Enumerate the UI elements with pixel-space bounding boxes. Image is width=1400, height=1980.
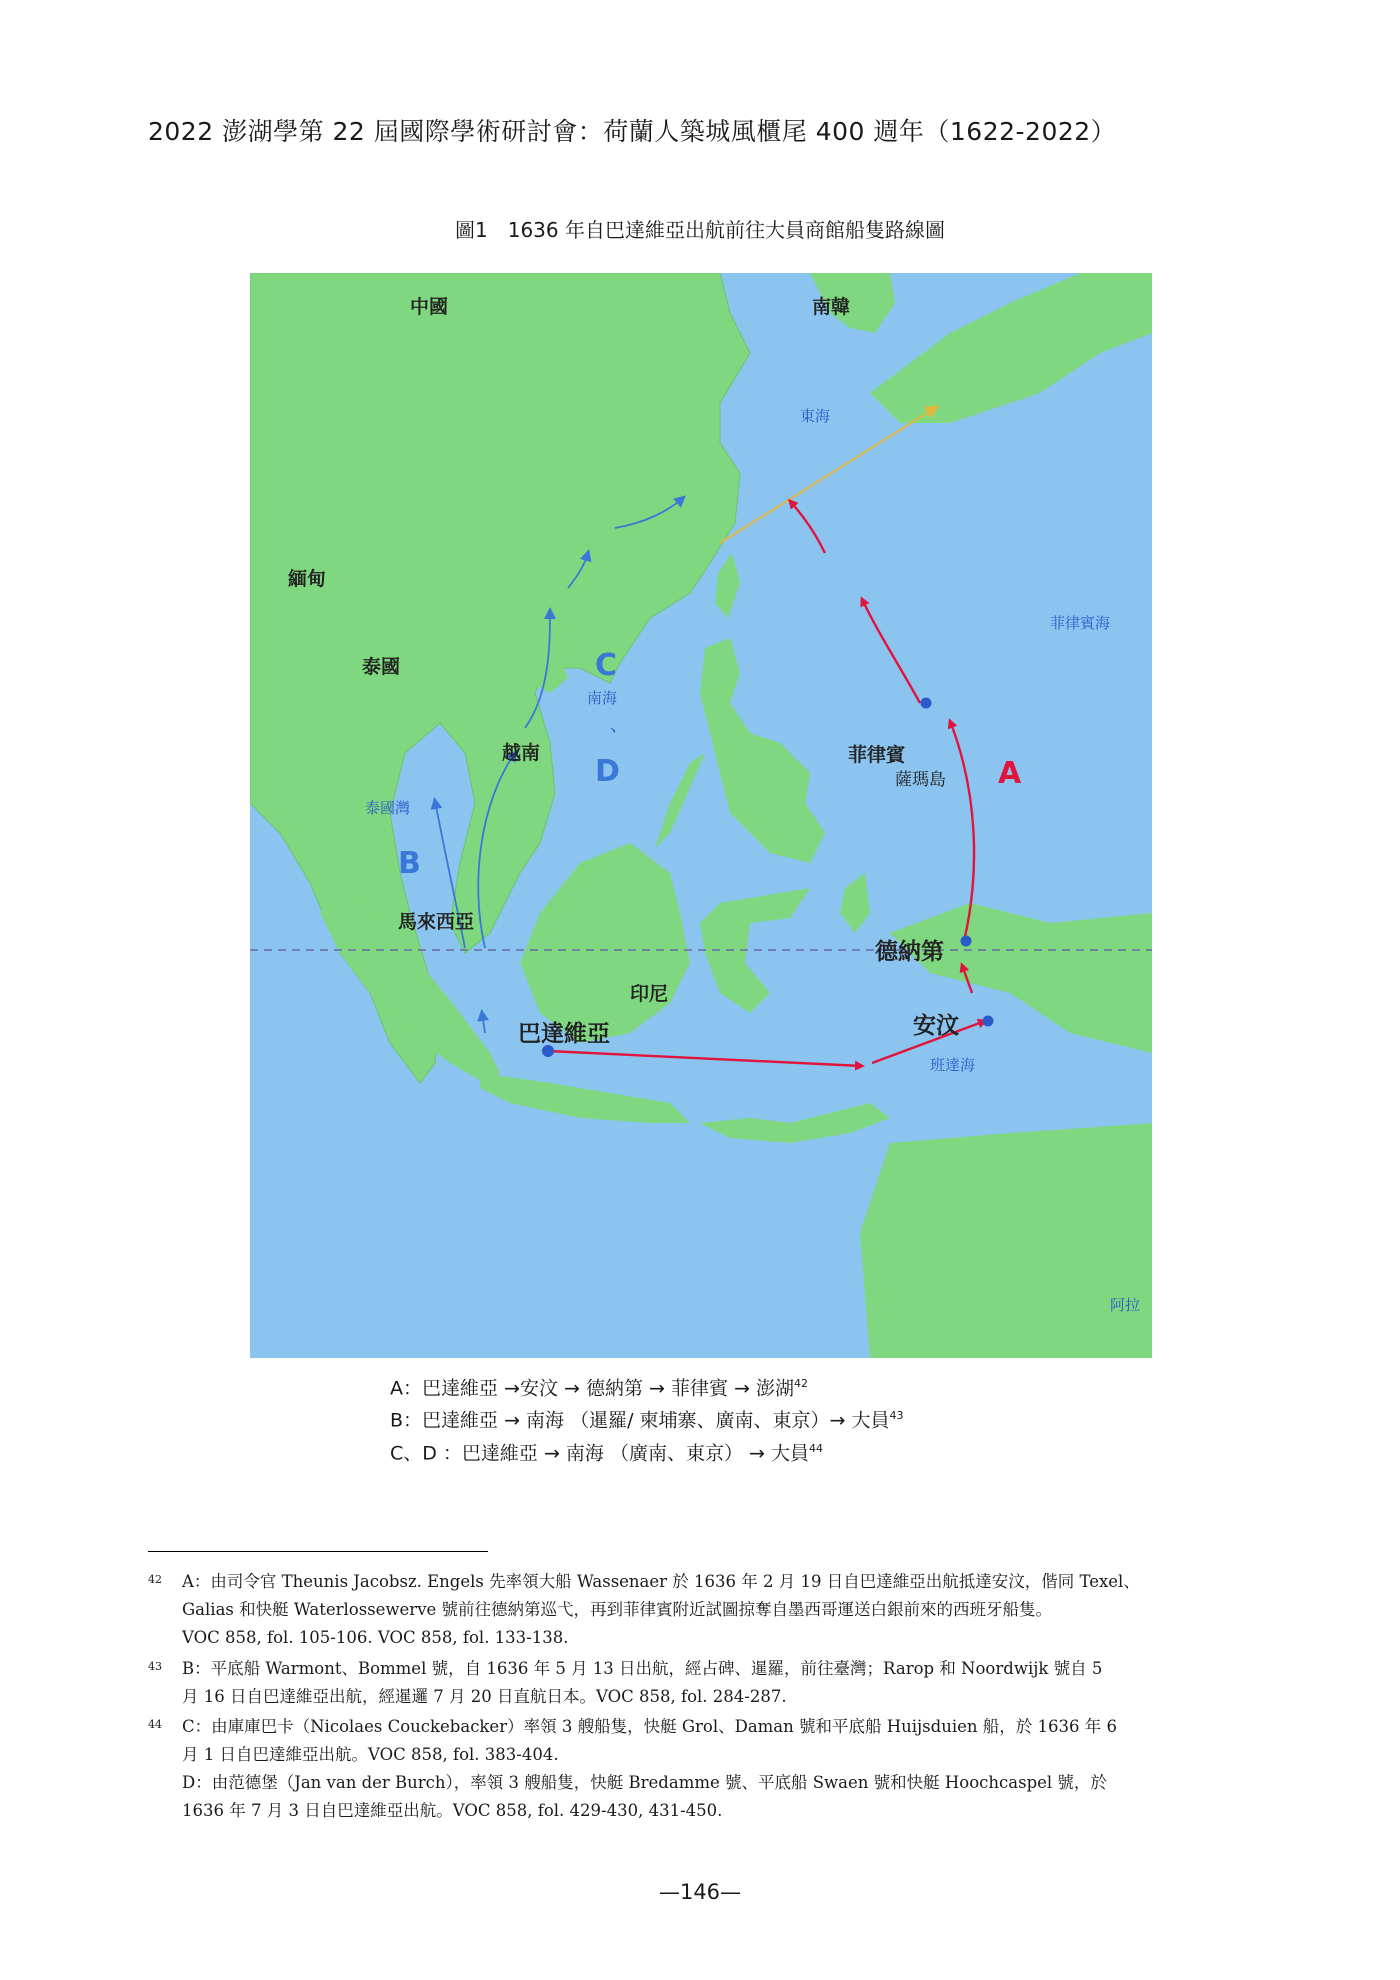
label-south-sea: 南海 [587,689,618,707]
footnote-43: 43 B：平底船 Warmont、Bommel 號，自 1636 年 5 月 13 日出航，經占碑、暹羅，前往臺灣；Rarop 和 Noordwijk 號自 5 月 16 日自巴達維亞出航，經暹邏 7 月 20 日直航日本。VOC 858, fol. 284-287. [148,1659,1103,1706]
label-route-d: D [595,754,620,789]
label-vietnam: 越南 [502,742,541,764]
route-map [250,273,1152,1358]
footnote-rule [148,1551,488,1552]
landmass-australia [860,1123,1152,1358]
running-header: 2022 澎湖學第 22 屆國際學術研討會：荷蘭人築城風櫃尾 400 週年（1622-2022） [148,117,1117,146]
legend-line-a: A：巴達維亞 →安汶 → 德納第 → 菲律賓 → 澎湖$^{42}$ [390,1377,808,1400]
label-east-sea: 東海 [800,407,831,425]
page-number: —146— [658,1880,742,1904]
label-banda-sea: 班達海 [930,1056,976,1074]
label-indonesia: 印尼 [630,983,669,1005]
label-south-korea: 南韓 [812,296,851,318]
label-route-b: B [398,846,421,881]
label-thailand: 泰國 [362,656,401,678]
label-gulf-thailand: 泰國灣 [365,799,411,817]
label-route-c: C [595,648,618,683]
figure-caption: 圖1 1636 年自巴達維亞出航前往大員商館船隻路線圖 [455,218,945,242]
label-samar: 薩瑪島 [895,770,946,790]
label-china: 中國 [410,296,449,318]
map-legend [390,1370,903,1467]
label-philippines: 菲律賓 [848,744,906,766]
port-ambon [983,1016,994,1027]
legend-line-cd: C、D ：巴達維亞 → 南海 （廣南、東京） → 大員$^{44}$ [390,1441,823,1464]
label-philippine-sea: 菲律賓海 [1050,614,1111,632]
label-malaysia: 馬來西亞 [398,911,475,933]
label-ambon: 安汶 [913,1013,959,1039]
label-arafura: 阿拉 [1110,1296,1141,1314]
label-route-a: A [998,756,1022,791]
label-ternate: 德納第 [875,939,944,965]
label-batavia: 巴達維亞 [518,1021,610,1047]
footnote-42: 42 A：由司令官 Theunis Jacobsz. Engels 先率領大船 Wassenaer 於 1636 年 2 月 19 日自巴達維亞出航抵達安汶，偕同 Texel、 Galias 和快艇 Waterlossewerve 號前往德納第巡弋，再到菲律賓附近試圖掠奪自墨西哥運送白銀前來的西班牙船隻。 VOC 858, fol. 105-106. VOC 858, fol. 133-138. [148,1572,1140,1647]
footnote-44: 44 C：由庫庫巴卡（Nicolaes Couckebacker）率領 3 艘船隻，快艇 Grol、Daman 號和平底船 Huijsduien 船，於 1636 年 6 月 1 日自巴達維亞出航。VOC 858, fol. 383-404. D：由范德堡（Jan van der Burch），率領 3 艘船隻，快艇 Bredamme 號、平底船 Swaen 號和快艇 Hoochcaspel 號，於 1636 年 7 月 3 日自巴達維亞出航。VOC 858, fol. 429-430, 431-450. [148,1717,1117,1820]
port-ternate [961,936,972,947]
label-myanmar: 緬甸 [288,568,327,590]
label-dot: 、 [610,715,628,736]
legend-line-b: B：巴達維亞 → 南海 （暹羅/ 柬埔寨、廣南、東京）→ 大員$^{43}$ [390,1409,904,1432]
port-philippines [921,698,932,709]
